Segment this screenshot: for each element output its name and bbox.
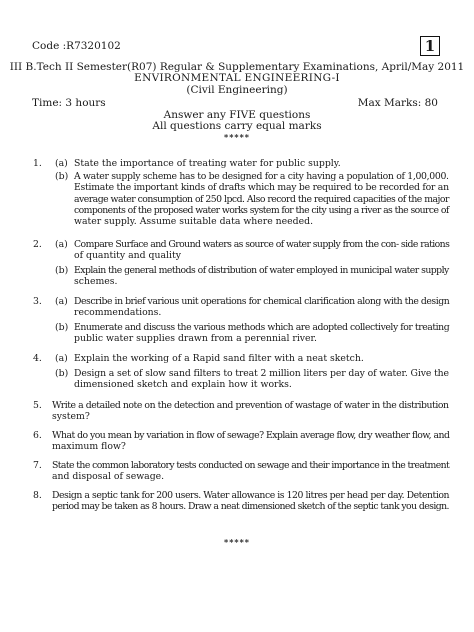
time-allowed: Time: 3 hours bbox=[32, 97, 106, 109]
text-line: period may be taken as 8 hours. Draw a neat dimensioned sketch of the septic tank you design. bbox=[52, 501, 449, 513]
question-number: 8. bbox=[33, 490, 42, 501]
part-text bbox=[74, 368, 449, 391]
part-label: (b) bbox=[55, 368, 69, 379]
text-line: dimensioned sketch and explain how it works. bbox=[74, 379, 292, 391]
question-text bbox=[52, 490, 449, 513]
text-line: Estimate the important kinds of drafts which may be required to be recorded for an bbox=[74, 182, 449, 194]
question-code: Code :R7320102 bbox=[32, 40, 121, 52]
question-number: 3. bbox=[33, 296, 42, 307]
text-line: components of the proposed water works system for the city using a river as the source of bbox=[74, 204, 449, 216]
part-label: (b) bbox=[55, 322, 69, 333]
part-text bbox=[74, 171, 449, 227]
part-text bbox=[74, 353, 449, 364]
branch-title: (Civil Engineering) bbox=[186, 84, 288, 96]
part-label: (a) bbox=[55, 158, 68, 169]
text-line: Compare Surface and Ground waters as source of water supply from the con- side rations bbox=[74, 239, 450, 250]
text-line: Enumerate and discuss the various methods which are adopted collectively for treating bbox=[74, 322, 450, 333]
part-label: (a) bbox=[55, 296, 68, 307]
part-text bbox=[74, 322, 449, 345]
text-line: public water supplies drawn from a perennial river. bbox=[74, 333, 317, 345]
question-number: 6. bbox=[33, 430, 42, 441]
text-line: Describe in brief various unit operations for chemical clarification along with the design bbox=[74, 296, 450, 307]
instruction-equal-marks: All questions carry equal marks bbox=[152, 120, 322, 132]
text-line: average water consumption of 250 lpcd. Also record the required capacities of the major bbox=[74, 193, 449, 205]
question-number: 2. bbox=[33, 239, 42, 250]
part-label: (a) bbox=[55, 239, 68, 250]
question-text bbox=[52, 400, 449, 423]
question-number: 7. bbox=[33, 460, 42, 471]
footer-stars-separator: ***** bbox=[224, 537, 250, 547]
part-label: (a) bbox=[55, 353, 68, 364]
part-label: (b) bbox=[55, 265, 69, 276]
text-line: schemes. bbox=[74, 276, 118, 288]
text-line: maximum flow? bbox=[52, 441, 126, 453]
max-marks: Max Marks: 80 bbox=[357, 97, 438, 109]
text-line: system? bbox=[52, 411, 90, 423]
text-line: and disposal of sewage. bbox=[52, 471, 165, 483]
text-line: of quantity and quality bbox=[74, 250, 181, 262]
text-line: State the importance of treating water for public supply. bbox=[74, 158, 341, 169]
question-number: 4. bbox=[33, 353, 42, 364]
header-stars-separator: ***** bbox=[224, 132, 250, 142]
question-number: 5. bbox=[33, 400, 42, 411]
subject-title: ENVIRONMENTAL ENGINEERING-I bbox=[134, 72, 340, 84]
text-line: Explain the working of a Rapid sand filter with a neat sketch. bbox=[74, 353, 364, 364]
question-number: 1. bbox=[33, 158, 42, 169]
text-line: What do you mean by variation in flow of sewage? Explain average flow, dry weather flow, and bbox=[52, 430, 450, 441]
text-line: Design a septic tank for 200 users. Water allowance is 120 litres per head per day. Detention bbox=[52, 490, 450, 501]
part-label: (b) bbox=[55, 171, 69, 182]
text-line: water supply. Assume suitable data where needed. bbox=[74, 216, 314, 228]
text-line: State the common laboratory tests conducted on sewage and their importance in the treatment bbox=[52, 460, 450, 471]
text-line: Design a set of slow sand filters to treat 2 million liters per day of water. Give the bbox=[74, 368, 449, 379]
question-text bbox=[52, 460, 449, 483]
text-line: A water supply scheme has to be designed for a city having a population of 1,00,000. bbox=[74, 171, 449, 182]
text-line: recommendations. bbox=[74, 307, 162, 319]
part-text bbox=[74, 265, 449, 288]
exam-title: III B.Tech II Semester(R07) Regular & Supplementary Examinations, April/May 2011 bbox=[9, 61, 465, 73]
part-text bbox=[74, 296, 449, 319]
question-text bbox=[52, 430, 449, 453]
text-line: Explain the general methods of distribution of water employed in municipal water supply bbox=[74, 265, 449, 276]
part-text bbox=[74, 158, 449, 169]
part-text bbox=[74, 239, 449, 262]
page-number-box: 1 bbox=[420, 36, 440, 56]
instruction-answer-five: Answer any FIVE questions bbox=[163, 109, 311, 121]
text-line: Write a detailed note on the detection and prevention of wastage of water in the distribution bbox=[52, 400, 449, 411]
